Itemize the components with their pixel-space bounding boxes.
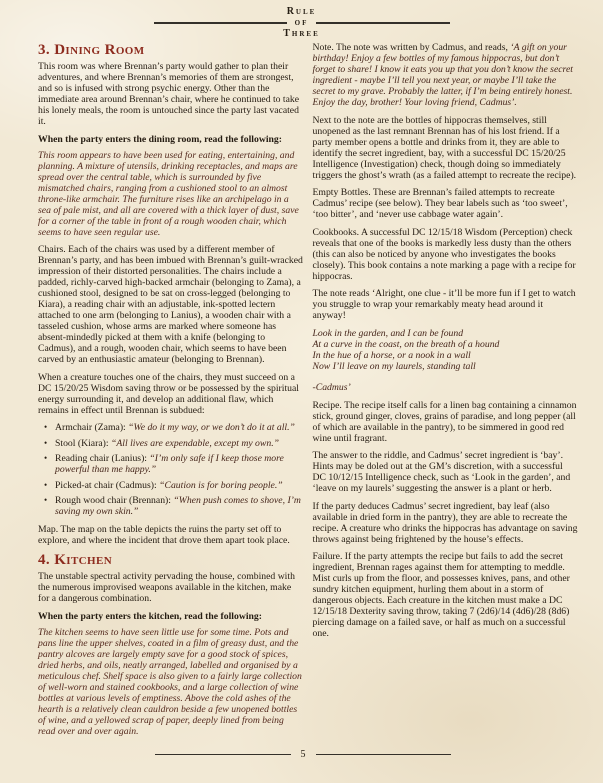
flaw-quote: “I’m only safe if I keep those more powerful than me happy.” xyxy=(55,453,284,475)
note-reads-paragraph: The note reads ‘Alright, one clue - it’ll be more fun if I get to watch you struggle to wrap your remarkably meaty head around it anyway! xyxy=(312,288,576,321)
riddle-line-3: In the hue of a horse, or a nook in a wall xyxy=(312,349,471,361)
kitchen-intro: The unstable spectral activity pervading the house, combined with the numerous improvised weapons available in the kitchen, make for a dangerous combination. xyxy=(38,571,295,604)
possession-paragraph: When a creature touches one of the chairs, they must succeed on a DC 15/20/25 Wisdom saving throw or be possessed by the spiritual energy surrounding it, and develop an additional flaw, which remains in effect until Brennan is subdued: xyxy=(38,371,299,416)
page-footer xyxy=(155,749,451,760)
flaw-item-picked-at-chair xyxy=(38,480,304,491)
empty-bottles-paragraph: Empty Bottles. These are Brennan’s failed attempts to recreate Cadmus’ recipe (see below). They bear labels such as ‘too sweet’, ‘too bitter’, and ‘never use cabbage water again’. xyxy=(312,187,568,220)
flaw-item-stool xyxy=(38,438,304,449)
content-columns xyxy=(38,42,578,743)
right-column xyxy=(313,42,579,743)
header-title-middle xyxy=(154,18,450,28)
note-quote: ‘A gift on your birthday! Enjoy a few bottles of my famous hippocras, but don’t forget to share! I know it eats you up that you don’t know the secret ingredient - maybe I’ll tell you next year, or maybe I’ll take the secret to my grave. Probably the latter, if I’m being entirely honest. Enjoy the day, brother! Your loving friend, Cadmus’. xyxy=(312,42,573,108)
riddle-poem xyxy=(313,328,579,372)
footer-rule-left xyxy=(155,754,291,756)
kitchen-read-prompt: When the party enters the kitchen, read the following: xyxy=(38,610,262,622)
failure-paragraph: Failure. If the party attempts the recipe but fails to add the secret ingredient, Brennan rages against them for attempting to meddle. Mist curls up from the floor, and possesses knives, pans, and other sundry kitchen equipment, hurling them about in a storm of dangerous objects. Each creature in the kitchen must make a DC 12/15/18 Dexterity saving throw, taking 7 (2d6)/14 (4d6)/28 (8d6) piercing damage on a failed save, or half as much on a successful one. xyxy=(312,551,570,639)
flaw-item-rough-wood-chair xyxy=(38,495,304,517)
page-header xyxy=(0,7,603,39)
section-heading-kitchen: 4. Kitchen xyxy=(38,552,113,568)
riddle-signature: -Cadmus’ xyxy=(312,381,351,393)
flaw-label: Picked-at chair (Cadmus): xyxy=(55,479,160,491)
dining-room-intro: This room was where Brennan’s party would gather to plan their adventures, and where Brennan’s memories of them are strongest, and so is infused with strong psychic energy. Other than the immediate area around Brennan’s chair, where he continued to take his lonely meals, the room is untouched since the party last vacated it. xyxy=(38,61,300,127)
bottles-paragraph: Next to the note are the bottles of hippocras themselves, still unopened as the last remnant Brennan has of his lost friend. If a party member opens a bottle and drinks from it, they are able to identify the secret ingredient, bay, with a successful DC 15/20/25 Intelligence (Investigation) check, though doing so immediately triggers the ghost’s wrath (as a failed attempt to recreate the recipe). xyxy=(312,114,577,181)
flaw-label: Stool (Kiara): xyxy=(55,437,111,449)
dining-room-read-prompt: When the party enters the dining room, read the following: xyxy=(38,133,282,145)
flaw-quote: “Caution is for boring people.” xyxy=(159,479,283,491)
note-paragraph xyxy=(313,42,579,108)
dining-room-read-aloud: This room appears to have been used for eating, entertaining, and planning. A mixture of utensils, drinking receptacles, and maps are spread over the central table, which is surrounded by five mismatched chairs, ranging from a cushioned stool to an almost throne-like armchair. The furniture rises like an archipelago in a sea of pale mist, and all are covered with a thick layer of dust, save for a corner of the table in front of a rough wooden chair, which seems to have seen regular use. xyxy=(38,149,299,238)
cookbooks-paragraph: Cookbooks. A successful DC 12/15/18 Wisdom (Perception) check reveals that one of the books is markedly less dusty than the others (this can also be noticed by anyone who investigates the books closely). This book contains a note marking a page with a recipe for hippocras. xyxy=(312,226,576,282)
section-heading-dining-room: 3. Dining Room xyxy=(38,42,145,58)
kitchen-read-aloud: The kitchen seems to have seen little use for some time. Pots and pans line the upper shelves, coated in a film of greasy dust, and the pantry alcoves are largely empty save for a good stock of spices, dried herbs, and oils, neatly arranged, labelled and organised by a meticulous chef. Shelf space is also given to a fairly large collection of well-worn and stained cookbooks, and a large collection of wine bottles at various levels of emptiness. Above the cold ashes of the hearth is a relatively clean cauldron beside a few unopened bottles of wine, and a yellowed scrap of paper, deeply lined from being read over and over again. xyxy=(38,626,302,737)
riddle-line-1: Look in the garden, and I can be found xyxy=(312,327,464,339)
riddle-line-2: At a curve in the coast, on the breath of a hound xyxy=(312,338,500,350)
flaw-quote: “When push comes to shove, I’m saving my own skin.” xyxy=(55,495,301,517)
flaw-item-armchair xyxy=(38,422,304,433)
chair-flaw-list xyxy=(38,422,304,517)
deduce-paragraph: If the party deduces Cadmus’ secret ingredient, bay leaf (also available in dried form in the pantry), they are able to recreate the recipe. A creature who drinks the hippocras has advantage on saving throws against being frightened by the house’s effects. xyxy=(312,500,578,545)
recipe-paragraph: Recipe. The recipe itself calls for a linen bag containing a cinnamon stick, ground ginger, cloves, grains of paradise, and long pepper (all of which are available in the pantry), to be simmered in good red wine until fragrant. xyxy=(312,399,577,444)
header-title-line1: Rule xyxy=(286,6,317,17)
header-rule-right xyxy=(316,22,449,24)
answer-paragraph: The answer to the riddle, and Cadmus’ secret ingredient is ‘bay’. Hints may be doled out at the GM’s discretion, with a successful DC 10/12/15 Intelligence check, such as ‘Look in the garden’, and ‘leave on my laurels’ suggesting the answer is a plant or herb. xyxy=(312,450,571,494)
chairs-paragraph: Chairs. Each of the chairs was used by a different member of Brennan’s party, and has been imbued with Brennan’s guilt-wracked impression of their distorted personalities. The chairs include a padded, richly-carved high-backed armchair (belonging to Zama), a cushioned stool, designed to be sat on cross-legged (belonging to Kiara), a reading chair with an adjustable, ink-spotted lectern attached to one arm (belonging to Lanius), a wooden chair with a tasseled cushion, whose arms are marked where someone has absent-mindedly picked at them with a knife (belonging to Cadmus), and a rough, wooden chair, which seems to have been carved by an enthusiastic amateur (belonging to Brennan). xyxy=(38,244,303,365)
left-column xyxy=(38,42,304,743)
flaw-quote: “We do it my way, or we don’t do it at all.” xyxy=(128,422,295,433)
riddle-line-4: Now I’ll leave on my laurels, standing tall xyxy=(312,360,476,372)
map-paragraph: Map. The map on the table depicts the ruins the party set off to explore, and where the incident that drove them apart took place. xyxy=(38,523,290,546)
flaw-label: Reading chair (Lanius): xyxy=(55,453,150,464)
note-lead: Note. The note was written by Cadmus, and reads, xyxy=(312,42,511,53)
flaw-item-reading-chair xyxy=(38,453,304,475)
header-title-line2: of xyxy=(294,17,309,28)
footer-rule-right xyxy=(316,754,452,756)
header-rule-left xyxy=(154,22,287,24)
header-title-line3: Three xyxy=(283,28,320,39)
flaw-label: Armchair (Zama): xyxy=(55,422,129,433)
flaw-quote: “All lives are expendable, except my own.” xyxy=(110,437,280,449)
page-number: 5 xyxy=(300,749,306,760)
flaw-label: Rough wood chair (Brennan): xyxy=(55,495,174,506)
